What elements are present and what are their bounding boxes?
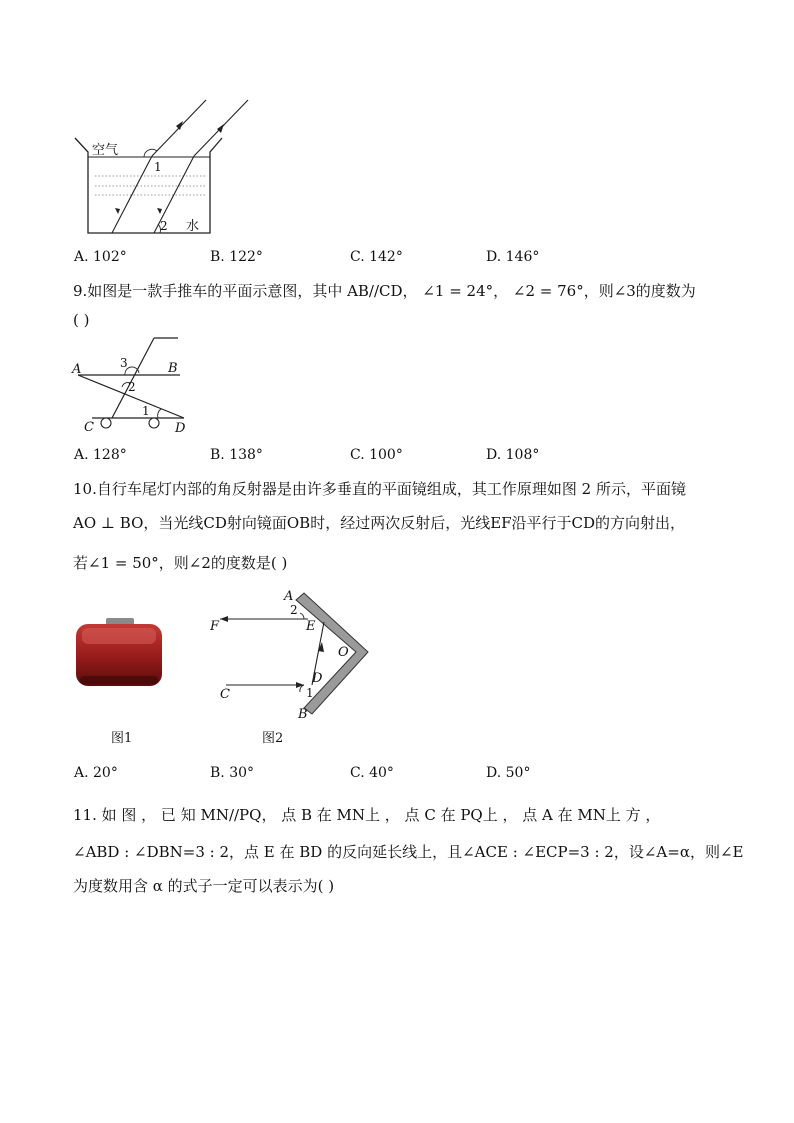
point-f-label: F [210,619,220,634]
angle-1-label: 1 [306,686,314,700]
point-b-label: B [298,707,308,722]
q9-stem-line1: 9.如图是一款手推车的平面示意图，其中 AB//CD， ∠1 = 24°， ∠2 = 76°，则∠3的度数为 [73,282,696,300]
q9-option-b[interactable]: B. 138° [210,447,263,463]
q10-reflector-figure [200,586,380,724]
angle-2-label: 2 [160,219,168,233]
q10-option-b[interactable]: B. 30° [210,765,255,781]
angle-2-label: 2 [128,380,136,394]
q11-stem-line1: 11. 如 图 ， 已 知 MN//PQ， 点 B 在 MN上 ， 点 C 在 PQ上 ， 点 A 在 MN上 方 ， [73,806,661,824]
point-c-label: C [220,687,230,702]
q10-option-d[interactable]: D. 50° [486,765,531,781]
taillight-photo [72,614,166,690]
q8-option-d[interactable]: D. 146° [486,249,540,265]
q8-option-b[interactable]: B. 122° [210,249,263,265]
point-d-label: D [312,671,323,686]
q10-option-c[interactable]: C. 40° [350,765,394,781]
q8-refraction-figure [70,96,260,240]
q11-stem-line3: 为度数用含 α 的式子一定可以表示为( ) [73,877,335,895]
q9-option-d[interactable]: D. 108° [486,447,540,463]
q8-option-a[interactable]: A. 102° [74,249,127,265]
angle-1-label: 1 [142,404,150,418]
label-water: 水 [186,219,200,234]
q8-option-c[interactable]: C. 142° [350,249,403,265]
point-c-label: C [84,420,94,435]
angle-3-label: 3 [120,356,128,370]
label-air: 空气 [92,143,119,158]
point-a-label: A [284,589,294,604]
angle-1-label: 1 [154,160,162,174]
point-o-label: O [338,645,349,660]
q10-stem-line2: AO ⊥ BO，当光线CD射向镜面OB时，经过两次反射后，光线EF沿平行于CD的方向射出， [73,514,686,532]
point-e-label: E [306,619,316,634]
q9-cart-figure [70,332,200,436]
angle-2-label: 2 [290,603,298,617]
q9-option-c[interactable]: C. 100° [350,447,403,463]
q10-stem-line1: 10.自行车尾灯内部的角反射器是由许多垂直的平面镜组成，其工作原理如图 2 所示，平面镜 [73,480,686,498]
q10-stem-line3: 若∠1 = 50°，则∠2的度数是( ) [73,554,288,572]
q9-option-a[interactable]: A. 128° [74,447,127,463]
q9-stem-line2: ( ) [73,311,90,329]
point-d-label: D [175,421,186,436]
point-b-label: B [168,361,178,376]
fig1-caption: 图1 [111,731,133,746]
fig2-caption: 图2 [262,731,284,746]
point-a-label: A [72,362,82,377]
q11-stem-line2: ∠ABD : ∠DBN=3 : 2，点 E 在 BD 的反向延长线上，且∠ACE : ∠ECP=3 : 2，设∠A=α，则∠E [73,843,744,861]
q10-option-a[interactable]: A. 20° [74,765,118,781]
